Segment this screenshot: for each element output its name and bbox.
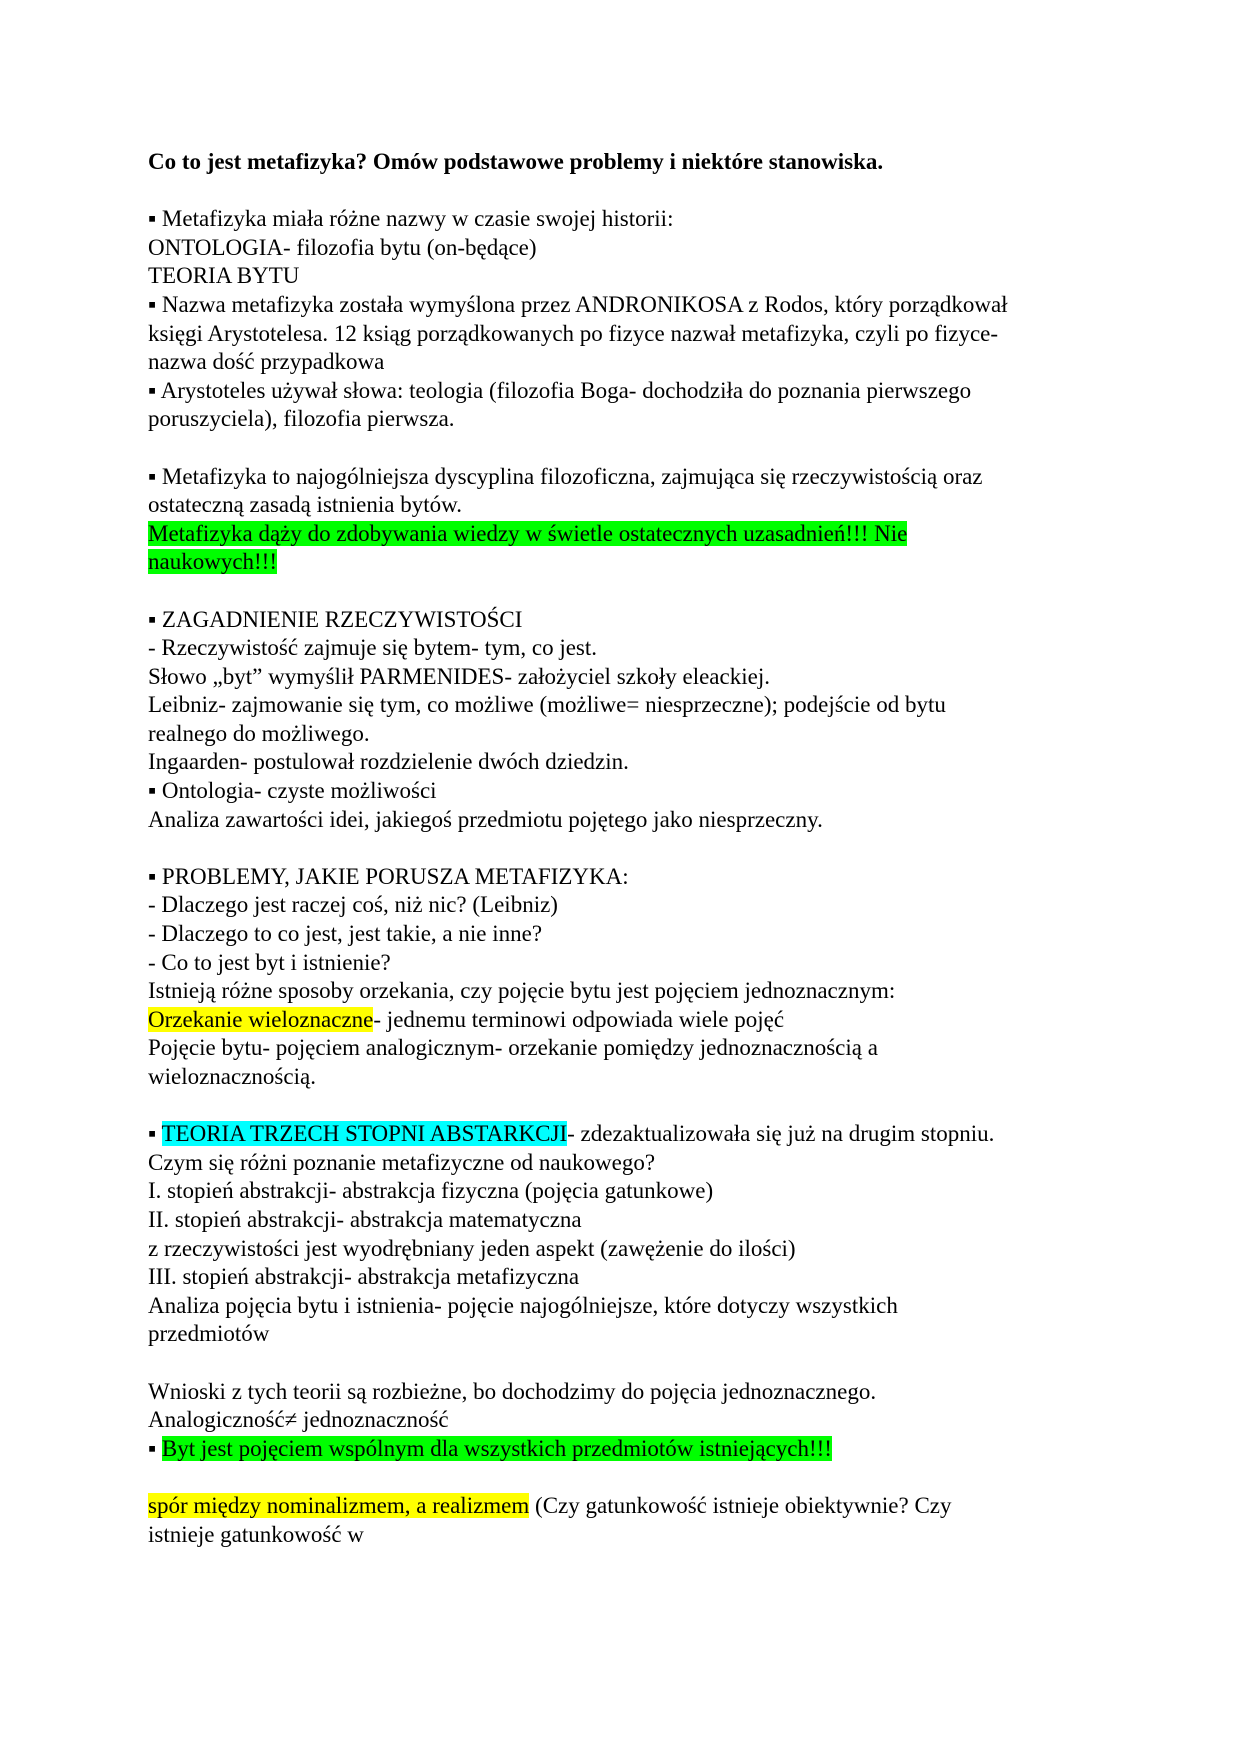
text-line — [148, 1006, 1108, 1035]
green-highlight: naukowych!!! — [148, 549, 278, 575]
document-title: Co to jest metafizyka? Omów podstawowe problemy i niektóre stanowiska. — [148, 149, 884, 174]
text-line: - Dlaczego to co jest, jest takie, a nie inne? — [148, 921, 543, 947]
text-line: ▪ Nazwa metafizyka została wymyślona przez ANDRONIKOSA z Rodos, który porządkował — [148, 291, 1008, 317]
text-line: I. stopień abstrakcji- abstrakcja fizyczna (pojęcia gatunkowe) — [148, 1178, 714, 1204]
text-line: - Dlaczego jest raczej coś, niż nic? (Leibniz) — [148, 892, 558, 918]
cyan-highlight: TEORIA TRZECH STOPNI ABSTARKCJI — [161, 1121, 568, 1147]
text-line: księgi Arystotelesa. 12 ksiąg porządkowanych po fizyce nazwał metafizyka, czyli po fizyce- — [148, 320, 999, 346]
paragraph-gap — [148, 834, 1108, 863]
text-line: Czym się różni poznanie metafizyczne od naukowego? — [148, 1149, 656, 1175]
bullet: ▪ — [148, 1121, 162, 1147]
green-highlight: Byt jest pojęciem wspólnym dla wszystkich przedmiotów istniejących!!! — [161, 1435, 832, 1461]
paragraph-gap — [148, 1463, 1108, 1492]
paragraph-gap — [148, 1349, 1108, 1378]
yellow-highlight: spór między nominalizmem, a realizmem — [148, 1492, 530, 1518]
text-line: istnieje gatunkowość w — [148, 1521, 364, 1547]
text-line: Analogiczność≠ jednoznaczność — [148, 1407, 449, 1433]
text-line — [148, 1492, 1108, 1521]
text-line: nazwa dość przypadkowa — [148, 349, 385, 375]
section-heading: ▪ ZAGADNIENIE RZECZYWISTOŚCI — [148, 606, 523, 632]
green-highlight: Metafizyka dąży do zdobywania wiedzy w świetle ostatecznych uzasadnień!!! Nie — [148, 520, 908, 546]
text-line: III. stopień abstrakcji- abstrakcja metafizyczna — [148, 1264, 580, 1290]
text-line: II. stopień abstrakcji- abstrakcja matematyczna — [148, 1206, 582, 1232]
document-body — [148, 148, 1108, 1549]
yellow-highlight: Orzekanie wieloznaczne — [148, 1006, 374, 1032]
highlighted-line — [148, 520, 1108, 549]
text-span: - zdezaktualizowała się już na drugim stopniu. — [567, 1121, 995, 1147]
text-line: ONTOLOGIA- filozofia bytu (on-będące) — [148, 234, 537, 260]
text-line: z rzeczywistości jest wyodrębniany jeden aspekt (zawężenie do ilości) — [148, 1235, 796, 1261]
paragraph-gap — [148, 177, 1108, 206]
paragraph-gap — [148, 1092, 1108, 1121]
text-line: poruszyciela), filozofia pierwsza. — [148, 406, 455, 432]
text-line: Analiza zawartości idei, jakiegoś przedmiotu pojętego jako niesprzeczny. — [148, 806, 823, 832]
text-line: TEORIA BYTU — [148, 263, 300, 289]
text-line: Istnieją różne sposoby orzekania, czy pojęcie bytu jest pojęciem jednoznacznym: — [148, 978, 896, 1004]
text-line: ▪ Metafizyka to najogólniejsza dyscyplina filozoficzna, zajmująca się rzeczywistością oraz — [148, 463, 983, 489]
text-line: Pojęcie bytu- pojęciem analogicznym- orzekanie pomiędzy jednoznacznością a — [148, 1035, 878, 1061]
text-span: - jednemu terminowi odpowiada wiele pojęć — [373, 1006, 785, 1032]
text-line: ▪ Ontologia- czyste możliwości — [148, 778, 437, 804]
text-line: ▪ Arystoteles używał słowa: teologia (filozofia Boga- dochodziła do poznania pierwszego — [148, 377, 972, 403]
highlighted-line — [148, 1435, 1108, 1464]
paragraph-gap — [148, 434, 1108, 463]
text-line: realnego do możliwego. — [148, 720, 370, 746]
section-heading — [148, 1120, 1108, 1149]
bullet: ▪ — [148, 1435, 162, 1461]
text-line: wieloznacznością. — [148, 1064, 316, 1089]
text-line: - Co to jest byt i istnienie? — [148, 949, 391, 975]
text-line: Analiza pojęcia bytu i istnienia- pojęcie najogólniejsze, które dotyczy wszystkich — [148, 1292, 898, 1318]
text-line: Ingaarden- postulował rozdzielenie dwóch dziedzin. — [148, 749, 629, 775]
text-line: Słowo „byt” wymyślił PARMENIDES- założyciel szkoły eleackiej. — [148, 663, 770, 689]
text-line: ▪ Metafizyka miała różne nazwy w czasie swojej historii: — [148, 206, 674, 232]
paragraph-gap — [148, 577, 1108, 606]
text-line: przedmiotów — [148, 1321, 270, 1347]
text-line: Wnioski z tych teorii są rozbieżne, bo dochodzimy do pojęcia jednoznacznego. — [148, 1378, 877, 1404]
text-line: ostateczną zasadą istnienia bytów. — [148, 492, 462, 518]
section-heading: ▪ PROBLEMY, JAKIE PORUSZA METAFIZYKA: — [148, 863, 629, 889]
text-line: - Rzeczywistość zajmuje się bytem- tym, co jest. — [148, 635, 598, 661]
text-span: (Czy gatunkowość istnieje obiektywnie? Czy — [529, 1492, 952, 1518]
highlighted-line — [148, 548, 1108, 577]
text-line: Leibniz- zajmowanie się tym, co możliwe (możliwe= niesprzeczne); podejście od bytu — [148, 692, 946, 718]
